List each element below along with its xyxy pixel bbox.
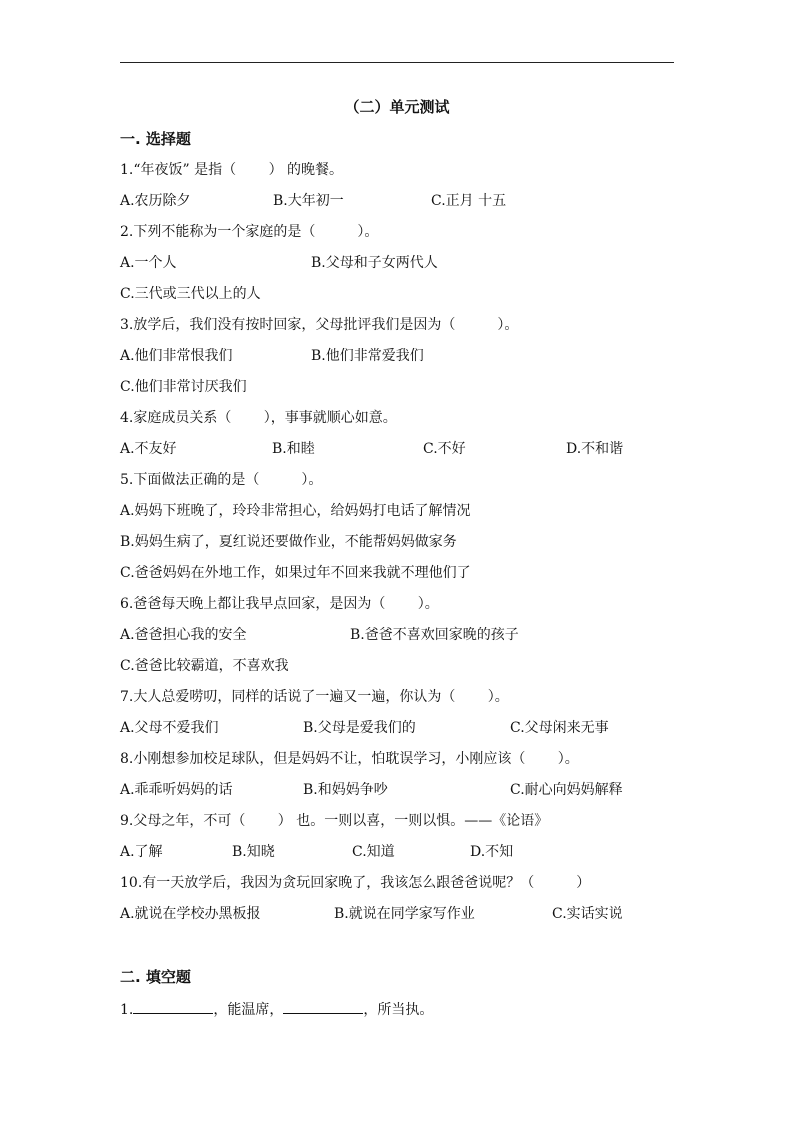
option-a: A.了解 <box>120 844 163 860</box>
option-b: B.爸爸不喜欢回家晚的孩子 <box>350 627 519 643</box>
option-c: C.耐心向妈妈解释 <box>510 782 623 798</box>
option-b: B.父母是爱我们的 <box>303 720 416 736</box>
option-a: A.不友好 <box>120 441 177 457</box>
fill-question-number: 1. <box>120 1002 134 1018</box>
question-2-option-c: C.三代或三代以上的人 <box>120 286 261 302</box>
question-5: 5.下面做法正确的是（ ）。 <box>120 472 323 488</box>
option-d: D.不知 <box>470 844 514 860</box>
question-5-option-a: A.妈妈下班晚了，玲玲非常担心，给妈妈打电话了解情况 <box>120 503 471 519</box>
option-a: A.一个人 <box>120 255 177 271</box>
section-heading-fill-blank: 二. 填空题 <box>120 968 191 986</box>
option-b: B.和妈妈争吵 <box>303 782 388 798</box>
question-3-options <box>120 344 680 368</box>
header-rule <box>120 62 674 63</box>
question-10: 10.有一天放学后，我因为贪玩回家晚了，我该怎么跟爸爸说呢？（ ） <box>120 875 591 891</box>
question-8: 8.小刚想参加校足球队，但是妈妈不让，怕耽误学习，小刚应该（ ）。 <box>120 751 579 767</box>
question-6: 6.爸爸每天晚上都让我早点回家，是因为（ ）。 <box>120 596 439 612</box>
section-heading-choice: 一. 选择题 <box>120 130 191 148</box>
question-5-option-c: C.爸爸妈妈在外地工作，如果过年不回来我就不理他们了 <box>120 565 471 581</box>
option-a: A.乖乖听妈妈的话 <box>120 782 233 798</box>
question-7: 7.大人总爱唠叨，同样的话说了一遍又一遍，你认为（ ）。 <box>120 689 509 705</box>
question-4-options <box>120 437 680 461</box>
option-d: D.不和谐 <box>566 441 624 457</box>
option-a: A.他们非常恨我们 <box>120 348 233 364</box>
option-b: B.大年初一 <box>273 193 344 209</box>
question-9-options <box>120 840 680 864</box>
question-9: 9.父母之年，不可（ ） 也。一则以喜，一则以惧。——《论语》 <box>120 813 549 829</box>
option-a: A.爸爸担心我的安全 <box>120 627 247 643</box>
question-1-options <box>120 189 680 213</box>
option-b: B.知晓 <box>232 844 275 860</box>
blank-1[interactable] <box>133 997 213 1014</box>
fill-question-mid-text: ，能温席， <box>213 1002 284 1018</box>
question-4: 4.家庭成员关系（ ），事事就顺心如意。 <box>120 410 397 426</box>
option-a: A.父母不爱我们 <box>120 720 219 736</box>
question-6-options <box>120 623 680 647</box>
question-8-options <box>120 778 680 802</box>
question-3: 3.放学后，我们没有按时回家，父母批评我们是因为（ ）。 <box>120 317 519 333</box>
question-2-options <box>120 251 680 275</box>
question-1: 1.“年夜饭” 是指（ ） 的晚餐。 <box>120 162 344 178</box>
question-5-option-b: B.妈妈生病了，夏红说还要做作业，不能帮妈妈做家务 <box>120 534 457 550</box>
option-a: A.就说在学校办黑板报 <box>120 906 261 922</box>
fill-question-end-text: ，所当执。 <box>363 1002 434 1018</box>
question-7-options <box>120 716 680 740</box>
question-10-options <box>120 902 680 926</box>
option-c: C.父母闲来无事 <box>510 720 609 736</box>
page-title: （二）单元测试 <box>344 98 450 116</box>
option-b: B.父母和子女两代人 <box>311 255 438 271</box>
fill-question-1 <box>120 997 680 1021</box>
option-c: C.不好 <box>423 441 466 457</box>
blank-2[interactable] <box>283 997 363 1014</box>
option-a: A.农历除夕 <box>120 193 191 209</box>
option-b: B.他们非常爱我们 <box>311 348 424 364</box>
question-6-option-c: C.爸爸比较霸道，不喜欢我 <box>120 658 289 674</box>
option-c: C.正月 十五 <box>431 193 507 209</box>
option-b: B.就说在同学家写作业 <box>334 906 475 922</box>
question-3-option-c: C.他们非常讨厌我们 <box>120 379 247 395</box>
option-c: C.实话实说 <box>552 906 623 922</box>
question-2: 2.下列不能称为一个家庭的是（ ）。 <box>120 224 379 240</box>
option-b: B.和睦 <box>272 441 315 457</box>
option-c: C.知道 <box>352 844 395 860</box>
